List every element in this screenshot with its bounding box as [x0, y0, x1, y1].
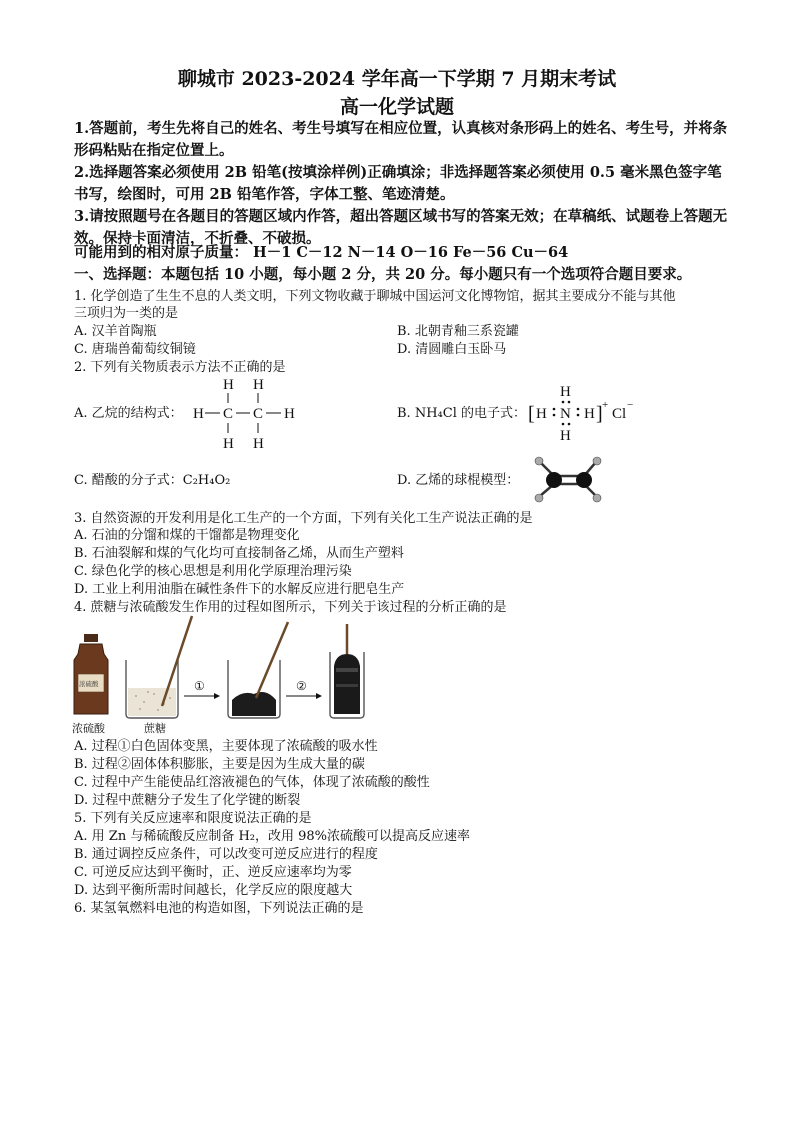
exam-title: 聊城市 2023-2024 学年高一下学期 7 月期末考试	[177, 68, 617, 90]
q5-option-c: C. 可逆反应达到平衡时，正、逆反应速率均为零	[74, 865, 352, 880]
nh4cl-plus: +	[602, 399, 609, 411]
bracket-right: ]	[596, 403, 603, 425]
q1-option-d: D. 清圆雕白玉卧马	[397, 342, 507, 357]
nh4cl-cl: Cl	[612, 406, 627, 422]
q2-option-a: A. 乙烷的结构式：	[74, 406, 183, 421]
q4-option-d: D. 过程中蔗糖分子发生了化学键的断裂	[74, 793, 301, 808]
q5-option-b: B. 通过调控反应条件，可以改变可逆反应进行的程度	[74, 847, 378, 862]
caption-sulfuric-acid: 浓硫酸	[72, 722, 105, 735]
q2-option-d: D. 乙烯的球棍模型：	[397, 473, 520, 488]
q3-option-b: B. 石油裂解和煤的气化均可直接制备乙烯，从而生产塑料	[74, 546, 404, 561]
q4-stem: 4. 蔗糖与浓硫酸发生作用的过程如图所示，下列关于该过程的分析正确的是	[74, 600, 507, 615]
q1-stem-line2: 三项归为一类的是	[74, 306, 179, 321]
ethane-structural-formula	[190, 374, 300, 454]
q5-option-d: D. 达到平衡所需时间越长，化学反应的限度越大	[74, 883, 353, 898]
ethane-h-top-left: H	[223, 377, 234, 393]
step-2-label: ②	[296, 679, 307, 693]
beaker-black-solid	[228, 622, 288, 718]
nh4cl-n: N	[560, 406, 571, 422]
nh4cl-electron-formula	[526, 380, 646, 446]
q3-option-a: A. 石油的分馏和煤的干馏都是物理变化	[74, 528, 300, 543]
atomic-masses: 可能用到的相对原子质量： H－1 C－12 N－14 O－16 Fe－56 Cu－64	[74, 244, 569, 261]
q3-stem: 3. 自然资源的开发利用是化工生产的一个方面，下列有关化工生产说法正确的是	[74, 511, 533, 526]
bottle-label: 浓硫酸	[79, 680, 99, 688]
ethane-h-right: H	[284, 406, 295, 422]
beaker-sugar	[126, 616, 192, 718]
caption-sugar: 蔗糖	[144, 722, 166, 735]
q2-option-b: B. NH₄Cl 的电子式：	[397, 406, 526, 421]
section-1-heading: 一、选择题：本题包括 10 小题，每小题 2 分，共 20 分。每小题只有一个选项符合题目要求。	[74, 266, 692, 283]
carbon-ball-right	[576, 472, 592, 488]
q4-option-b: B. 过程②固体体积膨胀，主要是因为生成大量的碳	[74, 757, 365, 772]
ethane-h-bottom-right: H	[253, 436, 264, 452]
q1-option-b: B. 北朝青釉三系瓷罐	[397, 324, 519, 339]
sulfuric-acid-bottle	[74, 634, 108, 714]
q1-stem-line1: 1. 化学创造了生生不息的人类文明，下列文物收藏于聊城中国运河文化博物馆，据其主要成分不能与其他	[74, 289, 676, 304]
q5-option-a: A. 用 Zn 与稀硫酸反应制备 H₂，改用 98%浓硫酸可以提高反应速率	[74, 829, 471, 844]
sugar-sulfuric-acid-figure	[70, 614, 370, 738]
q2-stem: 2. 下列有关物质表示方法不正确的是	[74, 360, 286, 375]
nh4cl-minus: −	[627, 399, 634, 411]
instruction-1: 1.答题前，考生先将自己的姓名、考生号填写在相应位置，认真核对条形码上的姓名、考生号，并将条形码粘贴在指定位置上。	[74, 120, 728, 159]
ethane-h-left: H	[193, 406, 204, 422]
ethane-h-bottom-left: H	[223, 436, 234, 452]
beaker-expanded-carbon	[330, 624, 364, 718]
q4-option-c: C. 过程中产生能使品红溶液褪色的气体，体现了浓硫酸的酸性	[74, 775, 430, 790]
q5-stem: 5. 下列有关反应速率和限度说法正确的是	[74, 811, 312, 826]
ethane-h-top-right: H	[253, 377, 264, 393]
exam-subtitle: 高一化学试题	[339, 96, 454, 118]
ethane-c-left: C	[223, 406, 234, 422]
instruction-2: 2.选择题答案必须使用 2B 铅笔(按填涂样例)正确填涂；非选择题答案必须使用 0.5 毫米黑色签字笔书写，绘图时，可用 2B 铅笔作答，字体工整、笔迹清楚。	[74, 164, 722, 203]
q6-stem: 6. 某氢氧燃料电池的构造如图，下列说法正确的是	[74, 901, 364, 916]
q1-option-c: C. 唐瑞兽葡萄纹铜镜	[74, 342, 196, 357]
step-1-label: ①	[194, 679, 205, 693]
nh4cl-h-bottom: H	[560, 428, 571, 444]
nh4cl-h-right: H	[584, 406, 595, 422]
instruction-3: 3.请按照题号在各题目的答题区域内作答，超出答题区域书写的答案无效；在草稿纸、试题卷上答题无效。保持卡面清洁，不折叠、不破损。	[74, 208, 728, 247]
q3-option-c: C. 绿色化学的核心思想是利用化学原理治理污染	[74, 564, 352, 579]
ethane-c-right: C	[253, 406, 264, 422]
q2-option-c: C. 醋酸的分子式：C₂H₄O₂	[74, 473, 231, 488]
q1-option-a: A. 汉羊首陶瓶	[74, 324, 157, 339]
nh4cl-h-top: H	[560, 384, 571, 400]
q4-option-a: A. 过程①白色固体变黑，主要体现了浓硫酸的吸水性	[74, 739, 378, 754]
ethylene-ball-stick-model	[530, 454, 610, 506]
carbon-ball-left	[546, 472, 562, 488]
bracket-left: [	[528, 403, 535, 425]
nh4cl-h-left: H	[536, 406, 547, 422]
q3-option-d: D. 工业上利用油脂在碱性条件下的水解反应进行肥皂生产	[74, 582, 405, 597]
